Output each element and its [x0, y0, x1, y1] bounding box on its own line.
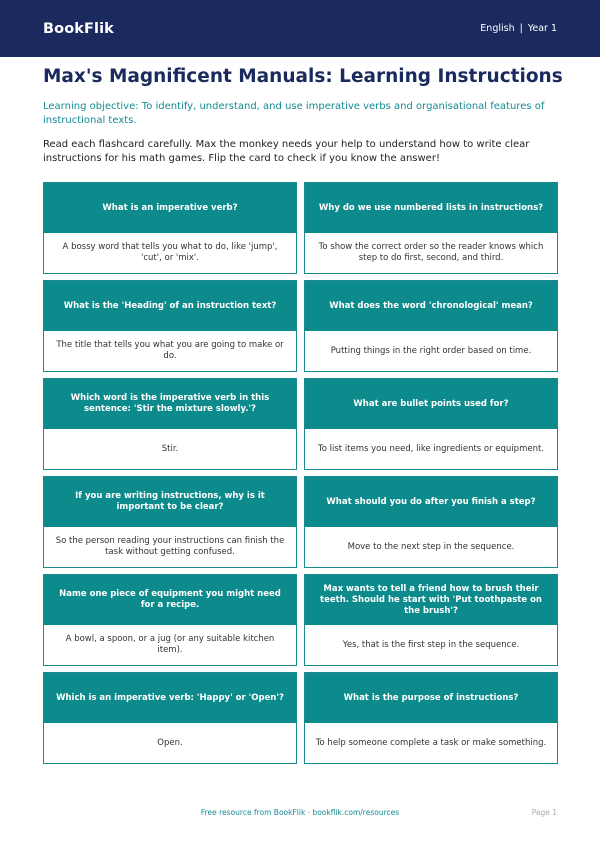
flashcard-question: Max wants to tell a friend how to brush their teeth. Should he start with 'Put toothpaste on the brush'? [305, 575, 557, 625]
flashcard[interactable] [304, 182, 558, 274]
flashcard-answer: A bowl, a spoon, or a jug (or any suitable kitchen item). [44, 625, 296, 665]
flashcard-question: Name one piece of equipment you might need for a recipe. [44, 575, 296, 625]
flashcard[interactable] [304, 574, 558, 666]
flashcard-question: What is an imperative verb? [44, 183, 296, 233]
flashcard-question: What is the purpose of instructions? [305, 673, 557, 723]
flashcard[interactable] [43, 574, 297, 666]
header-meta [480, 23, 557, 34]
page-title: Max's Magnificent Manuals: Learning Instructions [43, 66, 563, 87]
flashcard-question: Which word is the imperative verb in this sentence: 'Stir the mixture slowly.'? [44, 379, 296, 429]
learning-objective: Learning objective: To identify, understand, and use imperative verbs and organisational features of instructional texts. [43, 101, 545, 126]
flashcard[interactable] [304, 476, 558, 568]
flashcard-answer: To list items you need, like ingredients or equipment. [305, 429, 557, 469]
subject-label: English [480, 23, 515, 34]
flashcard-answer: Open. [44, 723, 296, 763]
flashcard-answer: To help someone complete a task or make something. [305, 723, 557, 763]
top-bar [0, 0, 600, 57]
flashcard-answer: Putting things in the right order based on time. [305, 331, 557, 371]
flashcard-question: What does the word 'chronological' mean? [305, 281, 557, 331]
flashcard-question: What is the 'Heading' of an instruction text? [44, 281, 296, 331]
flashcard-question: If you are writing instructions, why is it important to be clear? [44, 477, 296, 527]
flashcard-question: What should you do after you finish a step? [305, 477, 557, 527]
flashcard[interactable] [43, 182, 297, 274]
flashcard[interactable] [43, 280, 297, 372]
meta-separator: | [519, 23, 523, 34]
flashcard-grid [43, 182, 558, 764]
footer-link[interactable]: Free resource from BookFlik · bookflik.com/resources [200, 808, 400, 817]
flashcard[interactable] [304, 672, 558, 764]
brand-logo[interactable]: BookFlik [43, 20, 114, 37]
flashcard-answer: A bossy word that tells you what to do, like 'jump', 'cut', or 'mix'. [44, 233, 296, 273]
flashcard-answer: So the person reading your instructions can finish the task without getting confused. [44, 527, 296, 567]
flashcard-question: Which is an imperative verb: 'Happy' or 'Open'? [44, 673, 296, 723]
flashcard[interactable] [43, 378, 297, 470]
page-number: Page 1 [531, 808, 557, 817]
intro-text: Read each flashcard carefully. Max the monkey needs your help to understand how to write clear instructions for his math games. Flip the card to check if you know the answer! [43, 139, 530, 164]
flashcard-answer: Yes, that is the first step in the sequence. [305, 625, 557, 665]
flashcard-answer: Stir. [44, 429, 296, 469]
flashcard-answer: The title that tells you what you are going to make or do. [44, 331, 296, 371]
flashcard[interactable] [43, 476, 297, 568]
flashcard-answer: To show the correct order so the reader knows which step to do first, second, and third. [305, 233, 557, 273]
flashcard[interactable] [304, 378, 558, 470]
flashcard-answer: Move to the next step in the sequence. [305, 527, 557, 567]
year-label: Year 1 [527, 23, 557, 34]
flashcard[interactable] [43, 672, 297, 764]
flashcard[interactable] [304, 280, 558, 372]
flashcard-question: What are bullet points used for? [305, 379, 557, 429]
flashcard-question: Why do we use numbered lists in instructions? [305, 183, 557, 233]
